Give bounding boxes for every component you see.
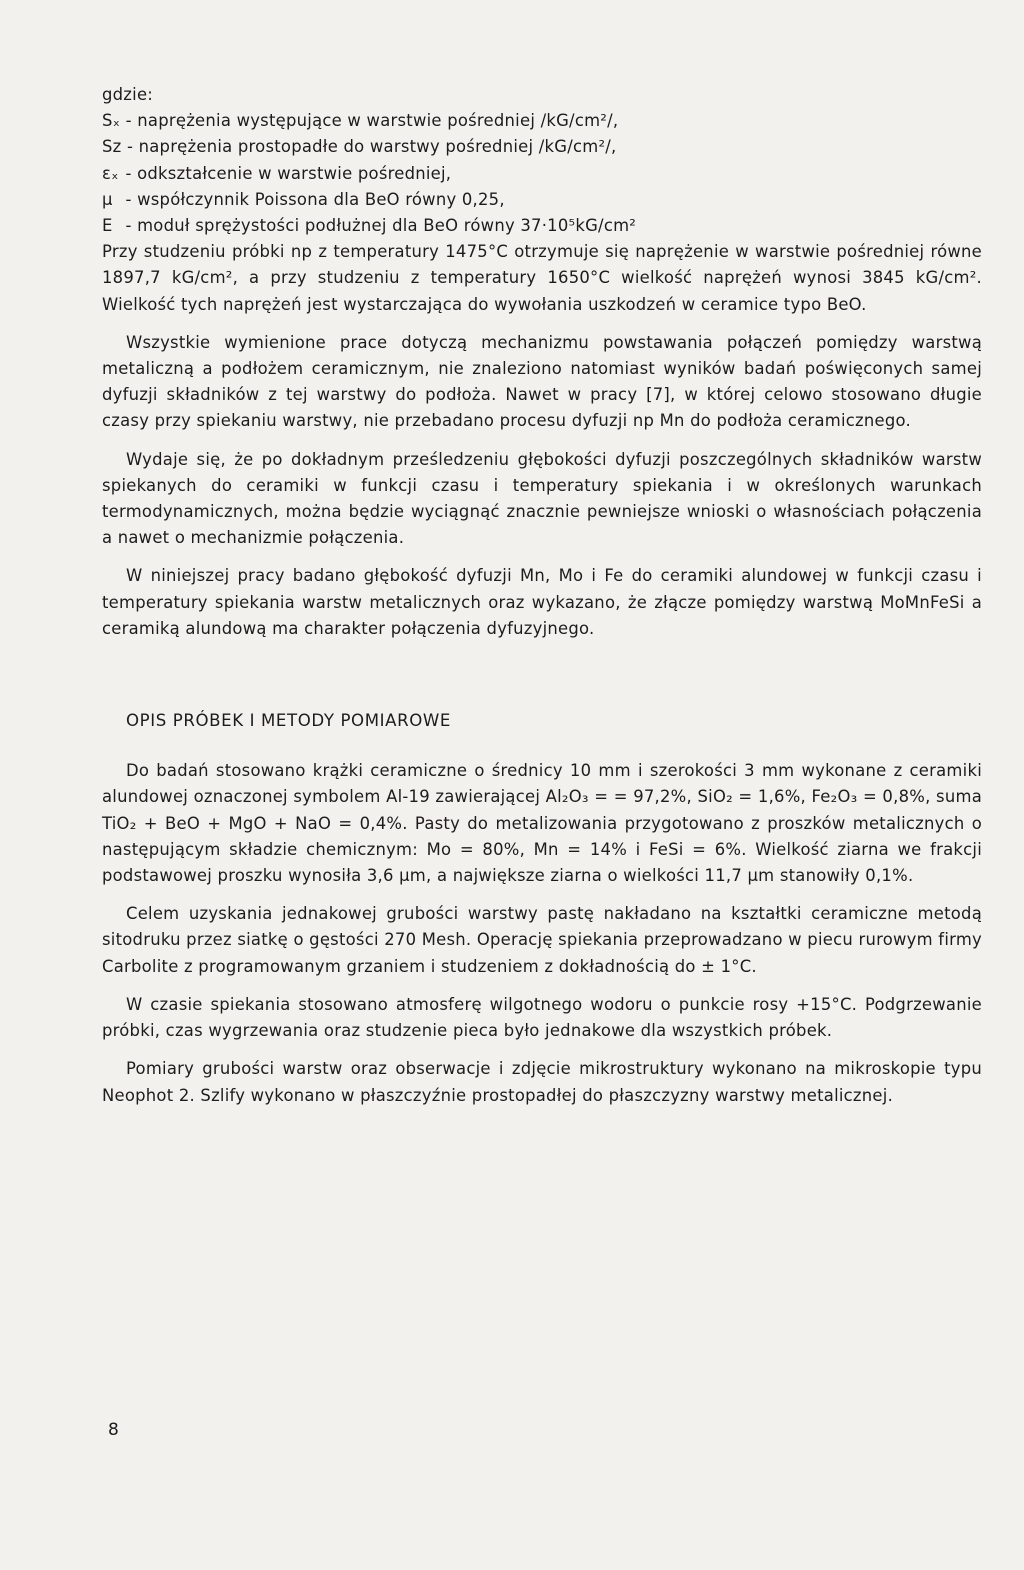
paragraph-stress-values: Przy studzeniu próbki np z temperatury 1475°C otrzymuje się naprężenie w warstwie pośredniej równe 1897,7 kG/cm², a przy studzeniu z temperatury 1650°C wielkość naprężeń wynosi 3845 kG/cm². Wielkość tych naprężeń jest wystarczająca do wywołania uszkodzeń w ceramice typo BeO.: [102, 242, 982, 314]
page-number: 8: [108, 1420, 119, 1440]
paragraph-screen-printing: Celem uzyskania jednakowej grubości warstwy pastę nakładano na kształtki ceramiczne metodą sitodruku przez siatkę o gęstości 270 Mesh. Operację spiekania przeprowadzano w piecu rurowym firmy Carbolite z programowanym grzaniem i studzeniem z dokładnością do ± 1°C.: [102, 904, 982, 976]
definition-sx: [102, 108, 982, 134]
section-heading: OPIS PRÓBEK I METODY POMIAROWE: [126, 711, 451, 731]
definition-mu: [102, 187, 982, 213]
definition-symbol: Sₓ: [102, 111, 121, 131]
paragraph-present-work: W niniejszej pracy badano głębokość dyfuzji Mn, Mo i Fe do ceramiki alundowej w funkcji czasu i temperatury spiekania warstw metalicznych oraz wykazano, że złącze pomiędzy warstwą MoMnFeSi a ceramiką alundową ma charakter połączenia dyfuzyjnego.: [102, 566, 982, 638]
definition-text: - odkształcenie w warstwie pośredniej,: [125, 163, 452, 183]
page-body: [102, 82, 982, 1109]
definition-symbol: εₓ: [102, 163, 119, 183]
paragraph-samples: Do badań stosowano krążki ceramiczne o średnicy 10 mm i szerokości 3 mm wykonane z ceramiki alundowej oznaczonej symbolem Al-19 zawierającej Al₂O₃ = = 97,2%, SiO₂ = 1,6%, Fe₂O₃ = 0,8%, suma TiO₂ + BeO + MgO + NaO = 0,4%. Pasty do metalizowania przygotowano z proszków metalicznych o następującym składzie chemicznym: Mo = 80%, Mn = 14% i FeSi = 6%. Wielkość ziarna we frakcji podstawowej proszku wynosiła 3,6 μm, a największe ziarna o wielkości 11,7 μm stanowiły 0,1%.: [102, 761, 982, 886]
definition-list: [102, 108, 982, 239]
definition-symbol: Sz: [102, 137, 122, 157]
definition-epsilon: [102, 161, 982, 187]
paragraph-prior-work: Wszystkie wymienione prace dotyczą mechanizmu powstawania połączeń pomiędzy warstwą metaliczną a podłożem ceramicznym, nie znaleziono natomiast wyników badań poświęconych samej dyfuzji składników z tej warstwy do podłoża. Nawet w pracy [7], w której celowo stosowano długie czasy przy spiekaniu warstwy, nie przebadano procesu dyfuzji np Mn do podłoża ceramicznego.: [102, 332, 982, 431]
definition-text: - moduł sprężystości podłużnej dla BeO równy 37·10⁵kG/cm²: [125, 216, 637, 236]
definition-text: - naprężenia prostopadłe do warstwy pośredniej /kG/cm²/,: [126, 137, 617, 157]
gdzie-label: gdzie:: [102, 85, 154, 104]
definition-text: - współczynnik Poissona dla BeO równy 0,25,: [125, 189, 505, 209]
definition-text: - naprężenia występujące w warstwie pośredniej /kG/cm²/,: [125, 111, 619, 131]
paragraph-atmosphere: W czasie spiekania stosowano atmosferę wilgotnego wodoru o punkcie rosy +15°C. Podgrzewanie próbki, czas wygrzewania oraz studzenie pieca było jednakowe dla wszystkich próbek.: [102, 994, 982, 1041]
paragraph-measurements: Pomiary grubości warstw oraz obserwacje i zdjęcie mikrostruktury wykonano na mikroskopie typu Neophot 2. Szlify wykonano w płaszczyźnie prostopadłej do płaszczyzny warstwy metalicznej.: [102, 1059, 982, 1105]
definition-e: [102, 213, 982, 239]
paragraph-hypothesis: Wydaje się, że po dokładnym prześledzeniu głębokości dyfuzji poszczególnych składników warstw spiekanych do ceramiki w funkcji czasu i temperatury spiekania i w określonych warunkach termodynamicznych, można będzie wyciągnąć znacznie pewniejsze wnioski o własnościach połączenia a nawet o mechanizmie połączenia.: [102, 449, 982, 548]
definition-sz: [102, 134, 982, 160]
definition-symbol: μ: [102, 189, 113, 209]
definition-symbol: E: [102, 216, 113, 236]
